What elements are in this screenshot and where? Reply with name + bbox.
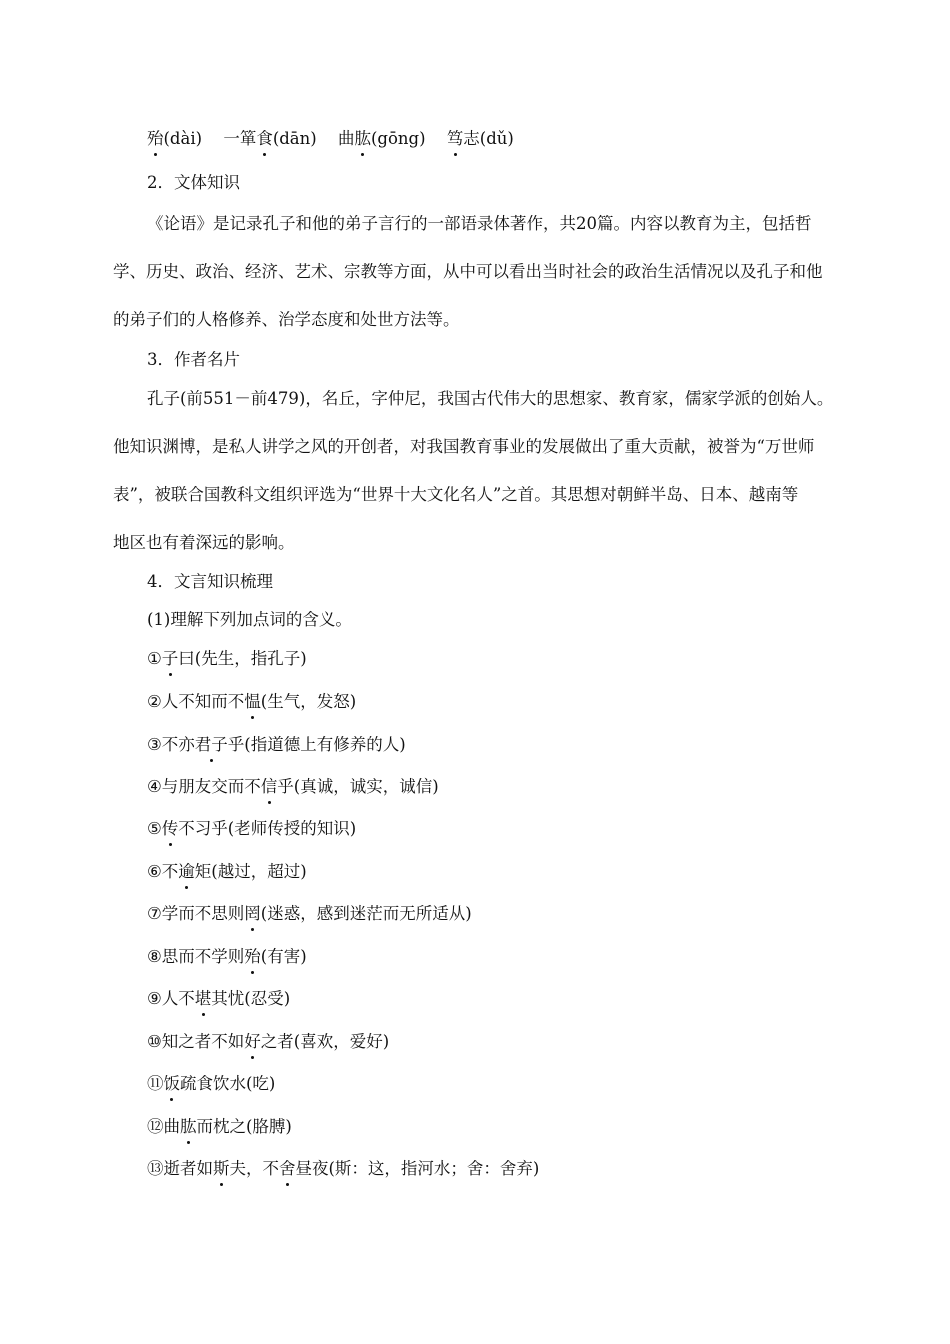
dotted-char: 肱 — [354, 129, 371, 148]
dotted-char: 殆 — [244, 947, 261, 966]
dotted-char: 堪 — [194, 989, 212, 1008]
paragraph-line: 的弟子们的人格修养、治学态度和处世方法等。 — [113, 310, 460, 329]
dotted-char: 好 — [244, 1032, 261, 1051]
subheading: (1)理解下列加点词的含义。 — [147, 610, 352, 629]
vocab-item: ④与朋友交而不信乎(真诚，诚实，诚信) — [147, 777, 439, 796]
dotted-char: 饭 — [163, 1074, 180, 1093]
dotted-char: 殆 — [147, 129, 164, 148]
dotted-char: 笃 — [446, 129, 464, 148]
vocab-item: ⑧思而不学则殆(有害) — [147, 947, 307, 966]
dotted-char: 信 — [260, 777, 278, 796]
dotted-char: 肱 — [180, 1117, 197, 1136]
paragraph-line: 《论语》是记录孔子和他的弟子言行的一部语录体著作，共20篇。内容以教育为主，包括哲 — [147, 214, 812, 233]
dotted-char: 食 — [256, 129, 273, 148]
dotted-char: 君子 — [194, 735, 228, 754]
dotted-char: 子 — [161, 649, 179, 668]
paragraph-line: 他知识渊博，是私人讲学之风的开创者，对我国教育事业的发展做出了重大贡献，被誉为“万世师 — [113, 437, 815, 456]
pron-item: 一箪食(dān) — [223, 129, 317, 148]
section-heading: 2．文体知识 — [147, 173, 240, 192]
vocab-item: ⑦学而不思则罔(迷惑，感到迷茫而无所适从) — [147, 904, 472, 923]
paragraph-line: 地区也有着深远的影响。 — [113, 533, 295, 552]
section-heading: 3．作者名片 — [147, 350, 240, 369]
pronunciation-line — [147, 128, 514, 150]
vocab-item: ①子曰(先生，指孔子) — [147, 649, 307, 668]
dotted-char: 愠 — [244, 692, 261, 711]
vocab-item: ⑤传不习乎(老师传授的知识) — [147, 819, 357, 838]
dotted-char: 传 — [161, 819, 179, 838]
paragraph-line: 学、历史、政治、经济、艺术、宗教等方面，从中可以看出当时社会的政治生活情况以及孔子和他 — [113, 262, 823, 281]
vocab-item: ③不亦君子乎(指道德上有修养的人) — [147, 735, 406, 754]
vocab-item: ⑥不逾矩(越过，超过) — [147, 862, 307, 881]
pron-item: 曲肱(gōng) — [337, 129, 426, 148]
vocab-item: ⑩知之者不如好之者(喜欢，爱好) — [147, 1032, 390, 1051]
vocab-item: ②人不知而不愠(生气，发怒) — [147, 692, 357, 711]
paragraph-line: 表”，被联合国教科文组织评选为“世界十大文化名人”之首。其思想对朝鲜半岛、日本、越南等 — [113, 485, 799, 504]
vocab-item: ⑪饭疏食饮水(吃) — [147, 1074, 276, 1093]
section-heading: 4．文言知识梳理 — [147, 572, 273, 591]
dotted-char: 斯 — [213, 1159, 230, 1178]
vocab-item: ⑫曲肱而枕之(胳膊) — [147, 1117, 292, 1136]
paragraph-line: 孔子(前551－前479)，名丘，字仲尼，我国古代伟大的思想家、教育家，儒家学派的创始人。 — [147, 389, 834, 408]
vocab-item: ⑬逝者如斯夫，不舍昼夜(斯：这，指河水；舍：舍弃) — [147, 1159, 540, 1178]
dotted-char: 舍 — [279, 1159, 296, 1178]
pron-item: 笃志(dǔ) — [446, 129, 514, 148]
dotted-char: 逾 — [178, 862, 195, 881]
pron-item: 殆(dài) — [147, 129, 203, 148]
vocab-item: ⑨人不堪其忧(忍受) — [147, 989, 291, 1008]
dotted-char: 罔 — [244, 904, 261, 923]
